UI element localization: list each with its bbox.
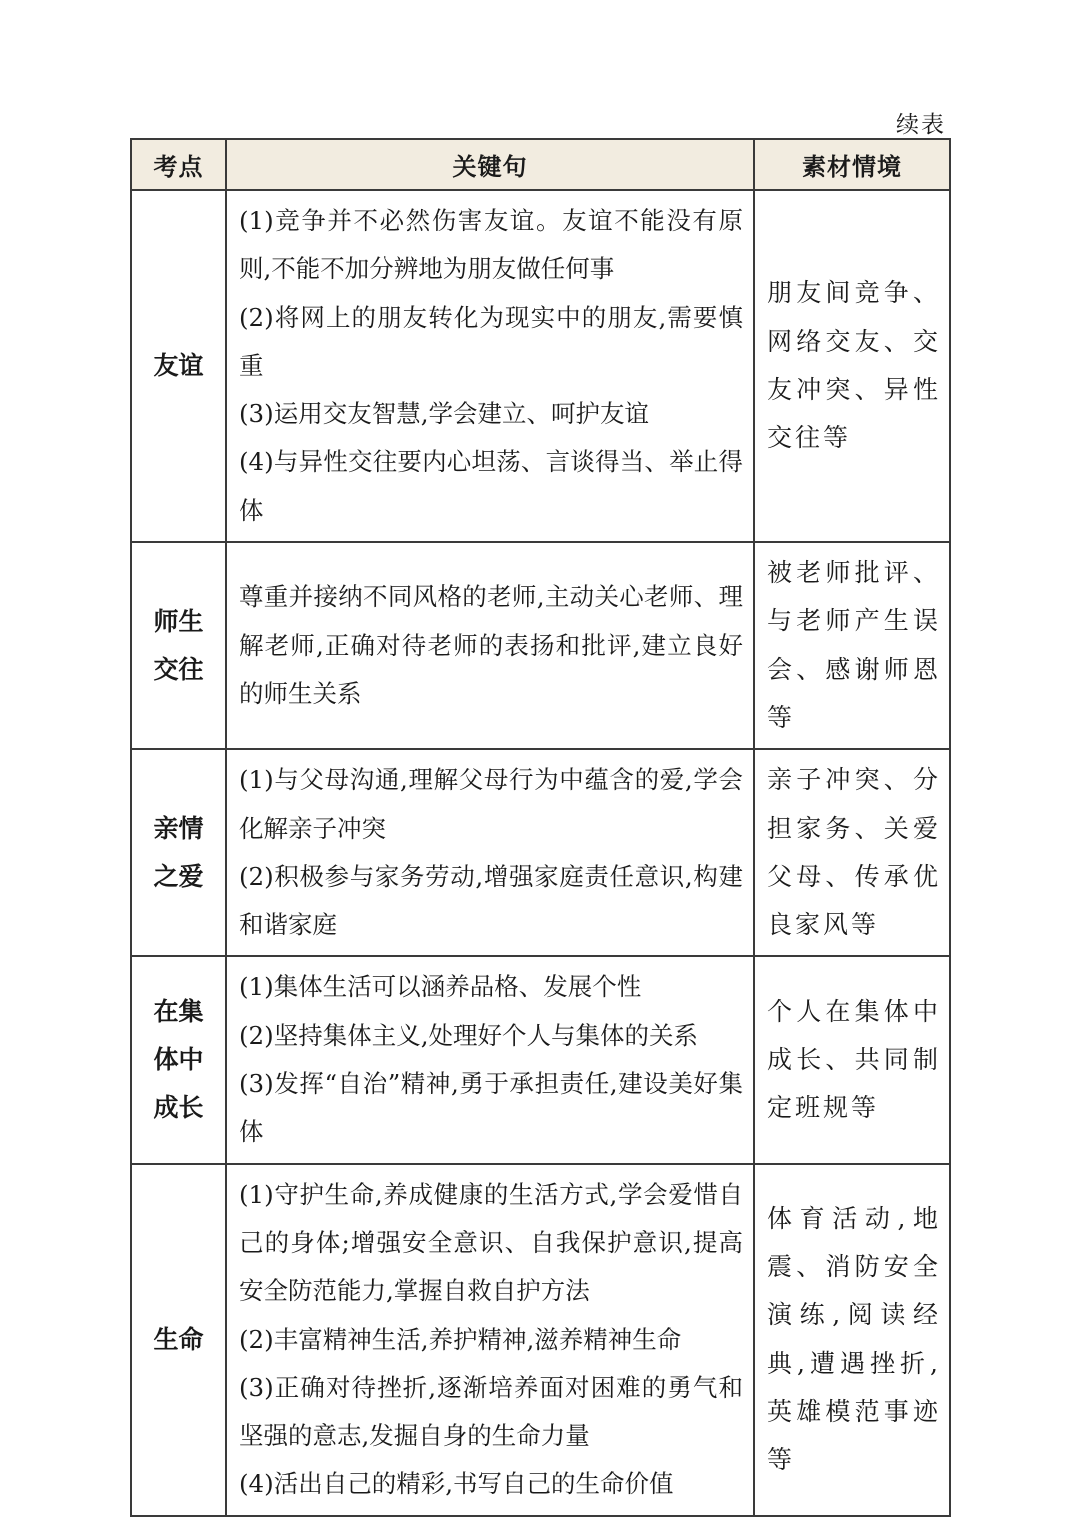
table-row [131,749,950,956]
topic-line: 体中 [153,1045,204,1075]
table-header-row [131,139,950,190]
topic-line: 生命 [153,1324,204,1354]
key-sentence: 尊重并接纳不同风格的老师,主动关心老师、理解老师,正确对待老师的表扬和批评,建立良好的师生关系 [239,582,743,708]
key-sentence: (1)集体生活可以涵养品格、发展个性 [239,972,642,1002]
topic-cell [131,190,226,542]
table-row [131,190,950,542]
sentences-cell [226,542,754,749]
sentences-cell [226,749,754,956]
topic-line: 亲情 [153,813,204,843]
key-sentence: (1)守护生命,养成健康的生活方式,学会爱惜自己的身体;增强安全意识、自我保护意识,提高安全防范能力,掌握自救自护方法 [239,1179,743,1306]
key-sentence: (1)与父母沟通,理解父母行为中蕴含的爱,学会化解亲子冲突 [239,765,743,843]
key-sentence: (3)运用交友智慧,学会建立、呵护友谊 [239,399,649,429]
table-row [131,542,950,749]
key-sentence: (4)活出自己的精彩,书写自己的生命价值 [239,1469,674,1499]
topic-cell [131,542,226,749]
header-key-sentences: 关键句 [226,139,754,190]
sentences-cell [226,956,754,1163]
material-cell: 体育活动,地震、消防安全演练,阅读经典,遭遇挫折,英雄模范事迹等 [754,1164,950,1516]
key-sentence: (3)发挥“自治”精神,勇于承担责任,建设美好集体 [239,1069,743,1147]
topic-line: 在集 [153,997,204,1027]
sentences-cell [226,1164,754,1516]
topic-line: 师生 [153,606,204,636]
key-sentence: (2)积极参与家务劳动,增强家庭责任意识,构建和谐家庭 [239,861,743,940]
topic-line: 之爱 [153,861,204,891]
material-cell: 被老师批评、与老师产生误会、感谢师恩等 [754,542,950,749]
table-row [131,956,950,1163]
topic-line: 交往 [153,654,204,684]
header-material: 素材情境 [754,139,950,190]
key-sentence: (3)正确对待挫折,逐渐培养面对困难的勇气和坚强的意志,发掘自身的生命力量 [239,1372,743,1451]
sentences-cell [226,190,754,542]
topic-cell [131,749,226,956]
topic-line: 友谊 [153,351,204,381]
key-sentence: (4)与异性交往要内心坦荡、言谈得当、举止得体 [239,447,743,525]
topic-line: 成长 [153,1093,204,1123]
table-row [131,1164,950,1516]
topic-cell [131,956,226,1163]
material-cell: 朋友间竞争、网络交友、交友冲突、异性交往等 [754,190,950,542]
continued-label: 续表 [896,112,946,138]
topic-cell [131,1164,226,1516]
header-topic: 考点 [131,139,226,190]
knowledge-table [130,138,951,1517]
key-sentence: (1)竞争并不必然伤害友谊。友谊不能没有原则,不能不加分辨地为朋友做任何事 [239,206,743,284]
key-sentence: (2)将网上的朋友转化为现实中的朋友,需要慎重 [239,302,743,380]
key-sentence: (2)坚持集体主义,处理好个人与集体的关系 [239,1020,698,1050]
material-cell: 个人在集体中成长、共同制定班规等 [754,956,950,1163]
material-cell: 亲子冲突、分担家务、关爱父母、传承优良家风等 [754,749,950,956]
key-sentence: (2)丰富精神生活,养护精神,滋养精神生命 [239,1324,682,1354]
